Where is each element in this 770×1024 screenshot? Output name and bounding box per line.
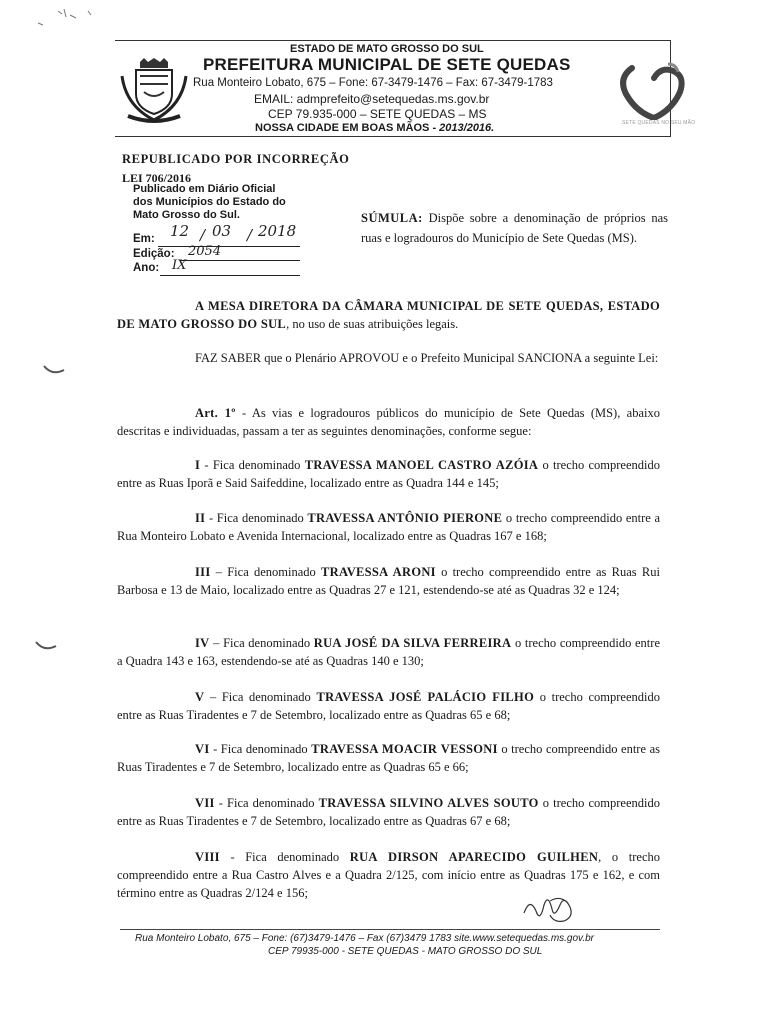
list-item: II - Fica denominado TRAVESSA ANTÔNIO PIERONE o trecho compreendido entre a Rua Monteiro Lobato e Avenida Internacional, localizado entre as Quadras 167 e 168; (117, 511, 661, 543)
article-text: - As vias e logradouros públicos do município de Sete Quedas (MS), abaixo descritas e individuadas, passam a ter as seguintes denominações, conforme segue: (117, 406, 661, 438)
stamp-year-label: Ano: (133, 262, 160, 274)
date-slash: / (247, 226, 253, 244)
edition-underline (180, 260, 300, 261)
list-item: V – Fica denominado TRAVESSA JOSÉ PALÁCIO FILHO o trecho compreendido entre as Ruas Tiradentes e 7 de Setembro, localizado entre as Quadras 65 e 68; (117, 690, 660, 722)
footer-address: Rua Monteiro Lobato, 675 – Fone: (67)3479-1476 – Fax (67)3479 1783 site.www.setequedas.ms.gov.br (135, 933, 594, 944)
municipal-coat-of-arms-icon (118, 56, 190, 126)
year-underline (160, 275, 300, 276)
stamp-date-day: 12 (170, 222, 190, 240)
publication-line: Mato Grosso do Sul. (133, 209, 240, 221)
list-item: III – Fica denominado TRAVESSA ARONI o trecho compreendido entre as Ruas Rui Barbosa e 13 de Maio, localizado entre as Quadras 27 e 121, estendendo-se até as Quadras 32 e 124; (117, 565, 660, 597)
punch-hole-mark (42, 362, 66, 378)
stamp-date-month: 03 (212, 222, 232, 240)
punch-hole-mark (34, 638, 58, 654)
publication-stamp (133, 183, 313, 222)
stamp-edition-value: 2054 (188, 244, 222, 259)
prefeitura-title: PREFEITURA MUNICIPAL DE SETE QUEDAS (203, 55, 571, 74)
list-item: IV – Fica denominado RUA JOSÉ DA SILVA FERREIRA o trecho compreendido entre a Quadra 143 e 163, estendendo-se até as Quadras 140 e 130; (117, 636, 660, 668)
law-number: LEI 706/2016 (122, 171, 192, 185)
article-1 (117, 404, 660, 440)
scan-marks (30, 5, 110, 35)
header-email: EMAIL: admprefeito@setequedas.ms.gov.br (254, 92, 490, 106)
stamp-year-value: IX (172, 258, 187, 273)
footer-cep: CEP 79935-000 - SETE QUEDAS - MATO GROSSO DO SUL (268, 946, 543, 957)
intro-bold: A MESA DIRETORA DA CÂMARA MUNICIPAL DE SETE QUEDAS, ESTADO DE MATO GROSSO DO SUL (117, 299, 660, 331)
date-underline (158, 246, 300, 247)
stamp-date-label: Em: (133, 233, 155, 245)
sumula (361, 208, 668, 248)
stamp-edition-label: Edição: (133, 248, 175, 260)
article-label: Art. 1º (195, 406, 236, 420)
footer-divider (120, 929, 660, 930)
faz-saber-paragraph: FAZ SABER que o Plenário APROVOU e o Prefeito Municipal SANCIONA a seguinte Lei: (195, 351, 659, 365)
sumula-text: Dispõe sobre a denominação de próprios nas ruas e logradouros do Município de Sete Quedas (MS). (361, 211, 668, 245)
header-cep: CEP 79.935-000 – SETE QUEDAS – MS (268, 107, 487, 121)
list-item: I - Fica denominado TRAVESSA MANOEL CASTRO AZÓIA o trecho compreendido entre as Ruas Iporã e Said Saifeddine, localizado entre as Quadra 144 e 145; (117, 458, 661, 490)
publication-line: dos Municípios do Estado do (133, 196, 286, 208)
list-item: VII - Fica denominado TRAVESSA SILVINO ALVES SOUTO o trecho compreendido entre as Ruas Tiradentes e 7 de Setembro, localizado entre as Quadras 67 e 68; (117, 796, 661, 828)
list-item: VI - Fica denominado TRAVESSA MOACIR VESSONI o trecho compreendido entre as Ruas Tiradentes e 7 de Setembro, localizado entre as Quadras 65 e 66; (117, 742, 660, 774)
intro-paragraph (117, 297, 660, 333)
heart-logo-icon (618, 60, 688, 120)
state-name: ESTADO DE MATO GROSSO DO SUL (290, 43, 484, 55)
date-slash: / (200, 226, 206, 244)
header-motto: NOSSA CIDADE EM BOAS MÃOS - 2013/2016. (255, 122, 495, 134)
stamp-date-year: 2018 (258, 222, 297, 240)
heart-logo-caption: SETE QUEDAS NO SEU MÃO (622, 120, 696, 126)
signature-icon (520, 893, 580, 931)
header-address: Rua Monteiro Lobato, 675 – Fone: 67-3479-1476 – Fax: 67-3479-1783 (193, 77, 553, 89)
publication-line: Publicado em Diário Oficial (133, 183, 276, 195)
letterhead-divider (115, 136, 670, 137)
republished-notice: REPUBLICADO POR INCORREÇÃO (122, 152, 350, 166)
intro-rest: , no uso de suas atribuições legais. (286, 317, 459, 331)
list-item: VIII - Fica denominado RUA DIRSON APARECIDO GUILHEN, o trecho compreendido entre a Rua Castro Alves e a Quadra 2/125, com início entre as Quadras 175 e 162, e com término entre as Quadras 2/124 e 156; (117, 850, 661, 900)
sumula-label: SÚMULA: (361, 211, 423, 225)
